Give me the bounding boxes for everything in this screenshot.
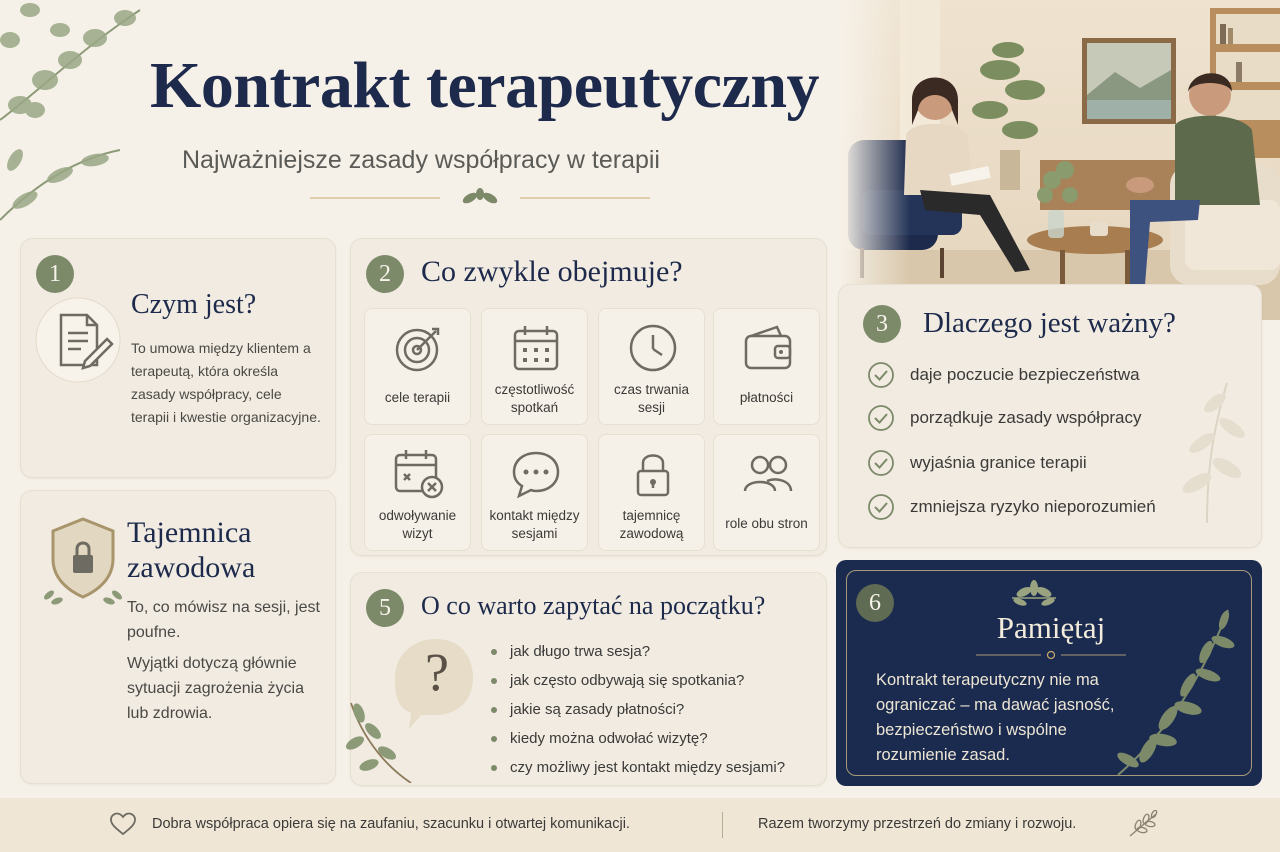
check-circle-icon [867, 404, 895, 432]
target-icon [392, 321, 446, 375]
tile-label: tajemnicę zawodową [619, 508, 684, 541]
clock-icon [626, 321, 680, 375]
tile-label: odwoływanie wizyt [378, 508, 457, 541]
footer [0, 798, 1280, 852]
tile-payments [713, 308, 820, 425]
tile-label: kontakt między sesjami [489, 508, 580, 541]
tile-therapy-goals [364, 308, 471, 425]
tile-cancelling-visits [364, 434, 471, 551]
olive-branch-decoration [1108, 600, 1248, 780]
tile-roles-of-both-parties [713, 434, 820, 551]
question-mark: ? [425, 642, 449, 702]
eucalyptus-leaves-decoration [0, 0, 150, 240]
card-title: Pamiętaj [996, 610, 1106, 645]
list-item: jakie są zasady płatności? [491, 695, 785, 724]
card-description: To, co mówisz na sesji, jest poufne. [127, 599, 320, 641]
reason-label: zmniejsza ryzyko nieporozumień [910, 497, 1156, 516]
step-number-badge: 1 [36, 255, 74, 293]
reason-label: daje poczucie bezpieczeństwa [910, 365, 1140, 384]
sprig-icon [1006, 578, 1062, 608]
list-item: kiedy można odwołać wizytę? [491, 724, 785, 753]
leaf-decoration [1157, 373, 1257, 523]
heart-icon [109, 811, 137, 837]
step-number-badge: 6 [856, 584, 894, 622]
step-number-badge: 3 [863, 305, 901, 343]
tile-label: płatności [739, 390, 794, 405]
card-title: Tajemnica zawodowa [127, 516, 256, 584]
footer-divider [722, 812, 723, 838]
reason-item [867, 403, 1142, 433]
card-professional-secrecy [20, 490, 336, 784]
list-item: czy możliwy jest kontakt między sesjami? [491, 753, 785, 782]
card-what-is-it [20, 238, 336, 478]
check-circle-icon [867, 361, 895, 389]
footer-text-secondary: Razem tworzymy przestrzeń do zmiany i rozwoju. [758, 816, 1077, 832]
tile-label: role obu stron [725, 516, 808, 531]
card-description-exceptions: Wyjątki dotyczą głównie sytuacji zagrożenia życia lub zdrowia. [127, 655, 304, 722]
chat-bubble-icon [509, 447, 563, 501]
ornament-divider [310, 188, 650, 208]
reason-label: wyjaśnia granice terapii [910, 453, 1087, 472]
reason-label: porządkuje zasady współpracy [910, 408, 1142, 427]
page-subtitle: Najważniejsze zasady współpracy w terapii [182, 146, 660, 174]
card-questions-to-ask [350, 572, 827, 786]
question-bubble-icon [381, 633, 481, 733]
card-what-it-includes [350, 238, 827, 556]
calendar-cancel-icon [392, 447, 446, 501]
card-title: Dlaczego jest ważny? [923, 307, 1176, 339]
check-circle-icon [867, 449, 895, 477]
card-title: Co zwykle obejmuje? [421, 255, 683, 288]
reason-item [867, 448, 1087, 478]
step-number-badge: 5 [366, 589, 404, 627]
list-item: jak często odbywają się spotkania? [491, 666, 785, 695]
tile-session-duration [598, 308, 705, 425]
card-title: Czym jest? [131, 289, 257, 320]
questions-list [491, 637, 785, 782]
sprig-icon [1126, 810, 1162, 838]
card-description: To umowa między klientem a terapeutą, która określa zasady współpracy, cele terapii i kwestie organizacyjne. [131, 340, 321, 425]
card-description: Kontrakt terapeutyczny nie ma ograniczać – ma dawać jasność, bezpieczeństwo i wspólne rozumienie zasad. [876, 671, 1115, 764]
document-pen-icon [33, 295, 123, 385]
wallet-icon [741, 321, 795, 375]
tile-label: cele terapii [384, 390, 451, 405]
calendar-icon [509, 321, 563, 375]
tile-professional-secrecy [598, 434, 705, 551]
card-title: O co warto zapytać na początku? [421, 591, 766, 620]
card-remember [836, 560, 1262, 786]
check-circle-icon [867, 493, 895, 521]
card-why-important [838, 284, 1262, 548]
tile-label: czas trwania sesji [613, 382, 690, 415]
reason-item [867, 492, 1156, 522]
tile-contact-between-sessions [481, 434, 588, 551]
tile-label: częstotliwość spotkań [494, 382, 575, 415]
step-number-badge: 2 [366, 255, 404, 293]
list-item: jak długo trwa sesja? [491, 637, 785, 666]
padlock-icon [626, 447, 680, 501]
people-icon [741, 447, 795, 501]
footer-text: Dobra współpraca opiera się na zaufaniu, szacunku i otwartej komunikacji. [152, 816, 630, 832]
reason-item [867, 360, 1140, 390]
page-title: Kontrakt terapeutyczny [150, 49, 820, 122]
therapy-session-illustration [840, 0, 1280, 320]
tile-frequency [481, 308, 588, 425]
shield-lock-icon [33, 511, 133, 611]
